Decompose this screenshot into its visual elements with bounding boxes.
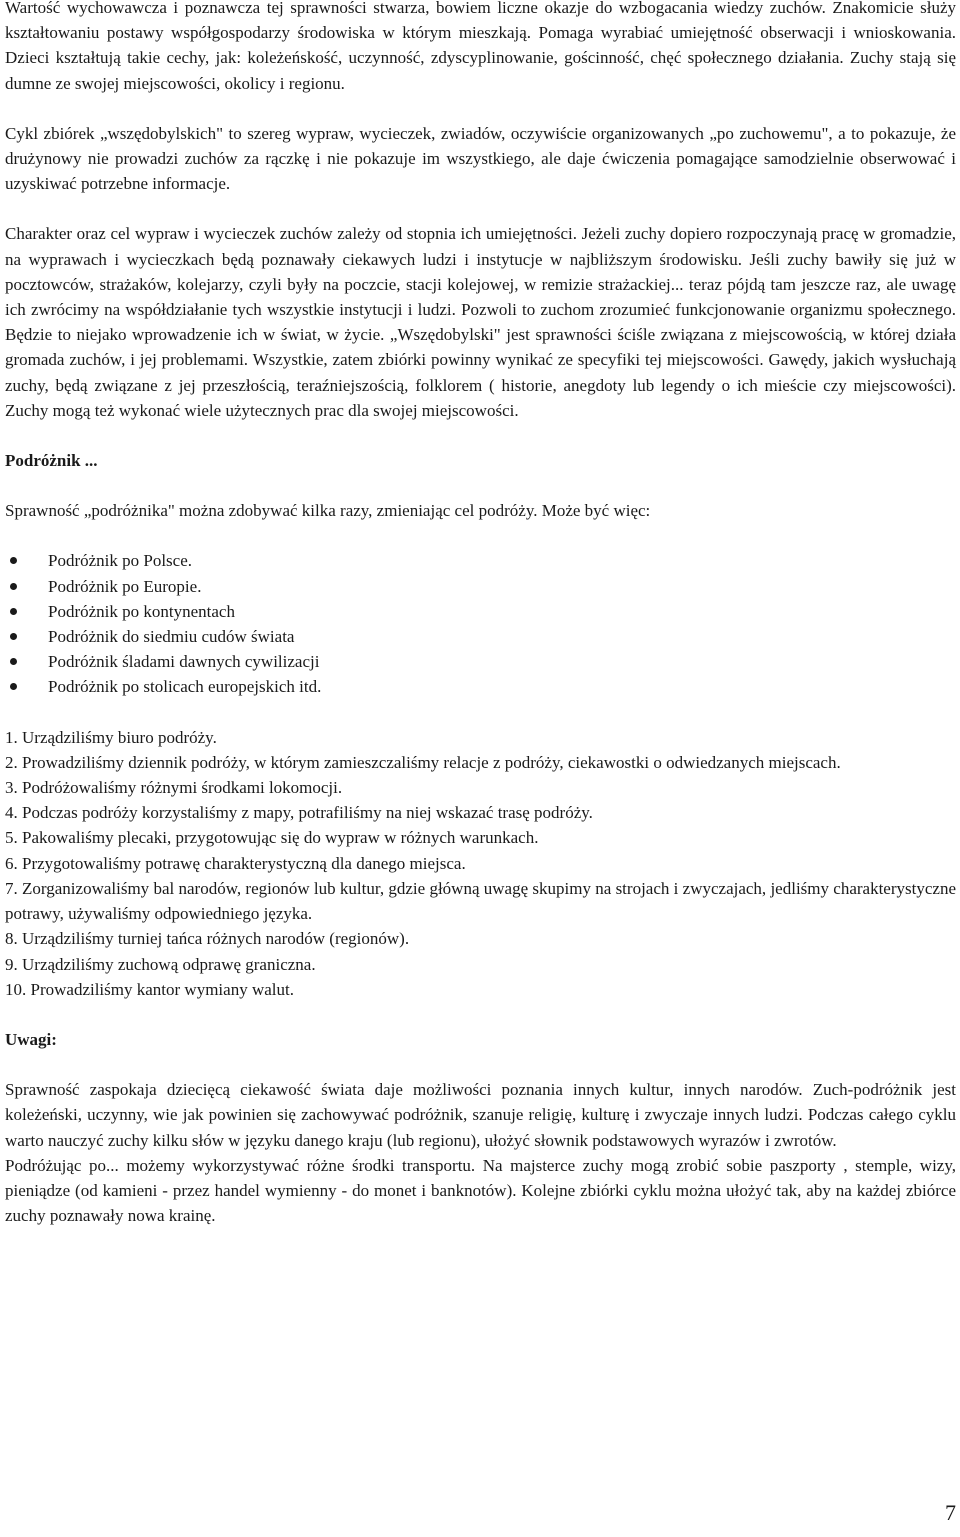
list-item: 10. Prowadziliśmy kantor wymiany walut. xyxy=(5,979,294,999)
list-item: Podróżnik po Polsce. xyxy=(5,548,956,573)
cycle-paragraph: Cykl zbiórek „wszędobylskich" to szereg wypraw, wycieczek, zwiadów, oczywiście organizowanych „po zuchowemu", a to pokazuje, że drużynowy nie prowadzi zuchów za rączkę i nie pokazuje im wszystkiego, ale daje ćwiczenia pomagające samodzielnie obserwować i uzyskiwać potrzebne informacje. xyxy=(5,123,956,194)
list-item: 4. Podczas podróży korzystaliśmy z mapy, potrafiliśmy na niej wskazać trasę podróży. xyxy=(5,803,593,823)
list-item: 2. Prowadziliśmy dziennik podróży, w którym zamieszczaliśmy relacje z podróży, ciekawostki o odwiedzanych miejscach. xyxy=(5,752,841,772)
list-item: 5. Pakowaliśmy plecaki, przygotowując się do wypraw w różnych warunkach. xyxy=(5,828,539,848)
spacer xyxy=(5,1052,956,1077)
activities-list xyxy=(5,725,956,1002)
list-item: Podróżnik śladami dawnych cywilizacji xyxy=(5,649,956,674)
list-item: 8. Urządziliśmy turniej tańca różnych narodów (regionów). xyxy=(5,929,410,949)
notes-paragraph: Sprawność zaspokaja dziecięcą ciekawość świata daje możliwości poznania innych kultur, innych narodów. Zuch-podróżnik jest koleżeński, uczynny, wie jak powinien się zachowywać podróżnik, szanuje religię, kulturę i zwyczaje innych ludzi. Podczas całego cyklu warto nauczyć zuchy kilku słów w języku danego kraju (lub regionu), ułożyć słownik podstawowych wyrazów i zwrotów. xyxy=(5,1080,956,1150)
character-paragraph: Charakter oraz cel wypraw i wycieczek zuchów zależy od stopnia ich umiejętności. Jeżeli zuchy dopiero rozpoczynają pracę w gromadzie, na wyprawach i wycieczkach będą poznawały ciekawych ludzi i instytucje w najbliższym środowisku. Jeśli zuchy bawiły się już w pocztowców, strażaków, kolejarzy, czyli były na poczcie, stacji kolejowej, w remizie strażackiej... teraz pójdą tam jeszcze raz, ale uwagę ich zwrócimy na współdziałanie tych wszystkie instytucji i ludzi. Pozwoli to zuchom zrozumieć funkcjonowanie organizmu społecznego. Będzie to niejako wprowadzenie ich w świat, w życie. „Wszędobylski" jest sprawności ściśle związana z miejscowością, w której działa gromada zuchów, i jej problemami. Wszystkie, zatem zbiórki powinny wynikać ze specyfiki tej miejscowości. Gawędy, jakich wysłuchają zuchy, będą związane z jej przeszłością, teraźniejszością, folklorem ( historie, anegdoty lub legendy o ich mieście czy miejscowości). Zuchy mogą też wykonać wiele użytecznych prac dla swojej miejscowości. xyxy=(5,224,956,420)
traveler-variants-list xyxy=(5,548,956,699)
spacer xyxy=(5,700,956,725)
traveler-heading: Podróżnik ... xyxy=(5,451,98,471)
list-item: 3. Podróżowaliśmy różnymi środkami lokomocji. xyxy=(5,778,343,798)
list-item: Podróżnik po kontynentach xyxy=(5,599,956,624)
list-item: Podróżnik do siedmiu cudów świata xyxy=(5,624,956,649)
spacer xyxy=(5,196,956,221)
list-item: 1. Urządziliśmy biuro podróży. xyxy=(5,727,217,747)
list-item: 6. Przygotowaliśmy potrawę charakterystyczną dla danego miejsca. xyxy=(5,853,466,873)
document-page xyxy=(5,0,956,1228)
traveler-intro: Sprawność „podróżnika" można zdobywać kilka razy, zmieniając cel podróży. Może być więc: xyxy=(5,501,651,521)
notes-heading: Uwagi: xyxy=(5,1029,57,1049)
list-item: 9. Urządziliśmy zuchową odprawę graniczna. xyxy=(5,954,316,974)
list-item: Podróżnik po Europie. xyxy=(5,574,956,599)
page-number: 7 xyxy=(945,1500,956,1525)
intro-paragraph: Wartość wychowawcza i poznawcza tej sprawności stwarza, bowiem liczne okazje do wzbogacania wiedzy zuchów. Znakomicie służy kształtowaniu postawy współgospodarzy środowiska w którym mieszkają. Pomaga wyrabiać umiejętność obserwacji i wnioskowania. Dzieci kształtują takie cechy, jak: koleżeńskość, uczynność, zdyscyplinowanie, gościnność, chęć społecznego działania. Zuchy stają się dumne ze swojej miejscowości, okolicy i regionu. xyxy=(5,0,956,93)
spacer xyxy=(5,1002,956,1027)
notes-paragraph: Podróżując po... możemy wykorzystywać różne środki transportu. Na majsterce zuchy mogą zrobić sobie paszporty , stemple, wizy, pieniądze (od kamieni - przez handel wymienny - do monet i banknotów). Kolejne zbiórki cyklu można ułożyć tak, aby na każdej zbiórce zuchy poznawały nowa krainę. xyxy=(5,1155,956,1226)
spacer xyxy=(5,523,956,548)
list-item: 7. Zorganizowaliśmy bal narodów, regionów lub kultur, gdzie główną uwagę skupimy na strojach i zwyczajach, jedliśmy charakterystyczne potrawy, używaliśmy odpowiedniego języka. xyxy=(5,878,956,924)
spacer xyxy=(5,423,956,448)
list-item: Podróżnik po stolicach europejskich itd. xyxy=(5,674,956,699)
spacer xyxy=(5,473,956,498)
spacer xyxy=(5,96,956,121)
